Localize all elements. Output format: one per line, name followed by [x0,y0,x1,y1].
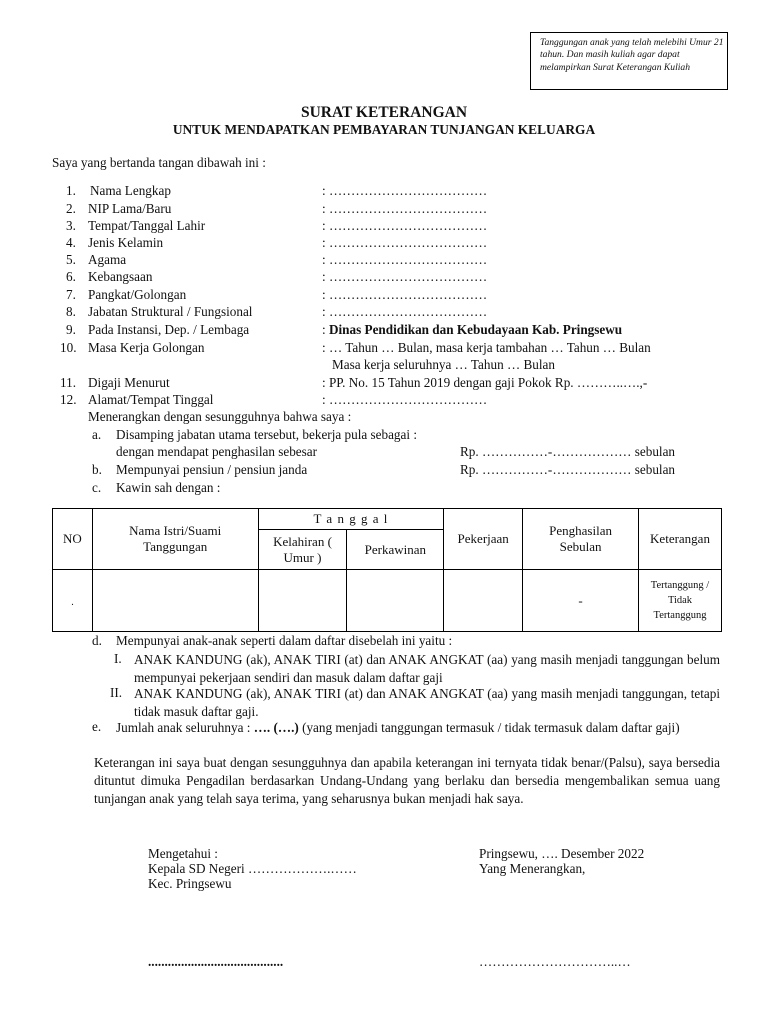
closing-text: Keterangan ini saya buat dengan sesungguhnya dan apabila keterangan ini ternyata tidak benar/(Palsu), saya bersedia dituntut dimuka Pengadilan berdasarkan Undang-Undang yang berlaku dan bersedia mengembalikan semua uang tunjangan anak yang telah saya terima, yang seharusnya bukan menjadi hak saya. [94,755,720,806]
col-perkawinan: Perkawinan [347,530,444,570]
col-nama: Nama Istri/Suami Tanggungan [92,509,258,570]
item-d2-text: ANAK KANDUNG (ak), ANAK TIRI (at) dan ANAK ANGKAT (aa) yang masih menjadi tanggungan, tetapi tidak masuk daftar gaji. [134,686,720,719]
row-perkawinan [347,570,444,632]
col-kelahiran: Kelahiran ( Umur ) [258,530,347,570]
field-label: Pada Instansi, Dep. / Lembaga [88,322,250,337]
note-box: Tanggungan anak yang telah melebihi Umur 21 tahun. Dan masih kuliah agar dapat melampirkan Surat Keterangan Kuliah [530,32,728,90]
col-penghasilan: Penghasilan Sebulan [523,509,639,570]
item-d-text: Mempunyai anak-anak seperti dalam daftar disebelah ini yaitu : [116,633,453,648]
col-tanggal: T a n g g a l [258,509,444,530]
field-value: : ……………………………… [322,201,488,216]
item-b-text: Mempunyai pensiun / pensiun janda [116,462,308,477]
field-number: 4. [66,235,76,250]
field-label: Pangkat/Golongan [88,287,187,302]
declare-text: Menerangkan dengan sesungguhnya bahwa saya : [88,409,352,424]
item-a-label: a. [92,427,102,442]
field-number: 9. [66,322,76,337]
field-value: : ……………………………… [322,218,488,233]
field-number: 11. [60,375,76,390]
row-penghasilan: - [523,570,639,632]
field-value-bold: Dinas Pendidikan dan Kebudayaan Kab. Pringsewu [328,322,623,337]
item-c-text: Kawin sah dengan : [116,480,221,495]
field-label: Jabatan Struktural / Fungsional [88,304,253,319]
field-label: Tempat/Tanggal Lahir [88,218,206,233]
document-title: SURAT KETERANGAN [300,104,468,121]
field-value: : ……………………………… [322,235,488,250]
field-number: 1. [66,183,76,198]
spouse-table [52,508,722,632]
item-e-pre: Jumlah anak seluruhnya : [116,720,254,735]
field-value: : ……………………………… [322,287,488,302]
field-label: Masa Kerja Golongan [88,340,205,355]
item-a-text: Disamping jabatan utama tersebut, bekerja pula sebagai : [116,427,418,442]
field-value: : ……………………………… [322,183,488,198]
col-pekerjaan: Pekerjaan [444,509,523,570]
field-value: : PP. No. 15 Tahun 2019 dengan gaji Pokok Rp. ………..….,- [322,375,648,390]
field-number: 5. [66,252,76,267]
field-label: Jenis Kelamin [88,235,164,250]
field-label: Kebangsaan [88,269,153,284]
row-no: . [53,570,93,632]
item-b-label: b. [92,462,102,477]
row-nama [92,570,258,632]
document-subtitle: UNTUK MENDAPATKAN PEMBAYARAN TUNJANGAN KELUARGA [172,122,596,137]
row-pekerjaan [444,570,523,632]
item-a-amount: Rp. ……………-……………… sebulan [460,444,676,459]
item-d1-label: I. [114,651,122,666]
field-number: 10. [60,340,77,355]
field-value: : ……………………………… [322,269,488,284]
sign-left-dots: ......................................... [148,954,284,969]
item-b-amount: Rp. ……………-……………… sebulan [460,462,676,477]
field-number: 3. [66,218,76,233]
field-value-prefix: : [322,322,329,337]
item-d-label: d. [92,633,102,648]
sign-left-line3: Kec. Pringsewu [148,876,232,891]
sign-right-line2: Yang Menerangkan, [479,861,586,876]
col-no: NO [53,509,93,570]
field-label: Nama Lengkap [90,183,171,198]
field-value [322,322,622,338]
field-value: : ……………………………… [322,304,488,319]
field-label: Alamat/Tempat Tinggal [88,392,214,407]
item-a-text2: dengan mendapat penghasilan sebesar [116,444,318,459]
col-keterangan: Keterangan [639,509,722,570]
sign-left-line2: Kepala SD Negeri ……………….…… [148,861,357,876]
item-e-post: (yang menjadi tanggungan termasuk / tidak termasuk dalam daftar gaji) [298,720,680,735]
field-number: 7. [66,287,76,302]
field-label: Agama [88,252,127,267]
row-kelahiran [258,570,347,632]
item-e-count: …. (….) [253,720,299,735]
field-label: Digaji Menurut [88,375,170,390]
item-e-label: e. [92,719,102,734]
field-value: : ……………………………… [322,252,488,267]
field-value: : ……………………………… [322,392,488,407]
row-keterangan: Tertanggung / Tidak Tertanggung [639,570,722,632]
field-number: 6. [66,269,76,284]
field-value-secondary: Masa kerja seluruhnya … Tahun … Bulan [332,357,555,372]
intro-text: Saya yang bertanda tangan dibawah ini : [52,155,266,170]
field-number: 12. [60,392,77,407]
field-label: NIP Lama/Baru [88,201,172,216]
sign-right-dots: …………………………..… [479,954,631,969]
sign-right-line1: Pringsewu, …. Desember 2022 [479,846,645,861]
field-number: 8. [66,304,76,319]
item-e-text [116,719,720,737]
field-number: 2. [66,201,76,216]
sign-left-line1: Mengetahui : [148,846,218,861]
field-value: : … Tahun … Bulan, masa kerja tambahan … Tahun … Bulan [322,340,651,355]
item-c-label: c. [92,480,102,495]
item-d1-text: ANAK KANDUNG (ak), ANAK TIRI (at) dan ANAK ANGKAT (aa) yang masih menjadi tanggungan belum mempunyai pekerjaan sendiri dan masuk dalam daftar gaji [134,652,720,685]
item-d2-label: II. [110,685,123,700]
